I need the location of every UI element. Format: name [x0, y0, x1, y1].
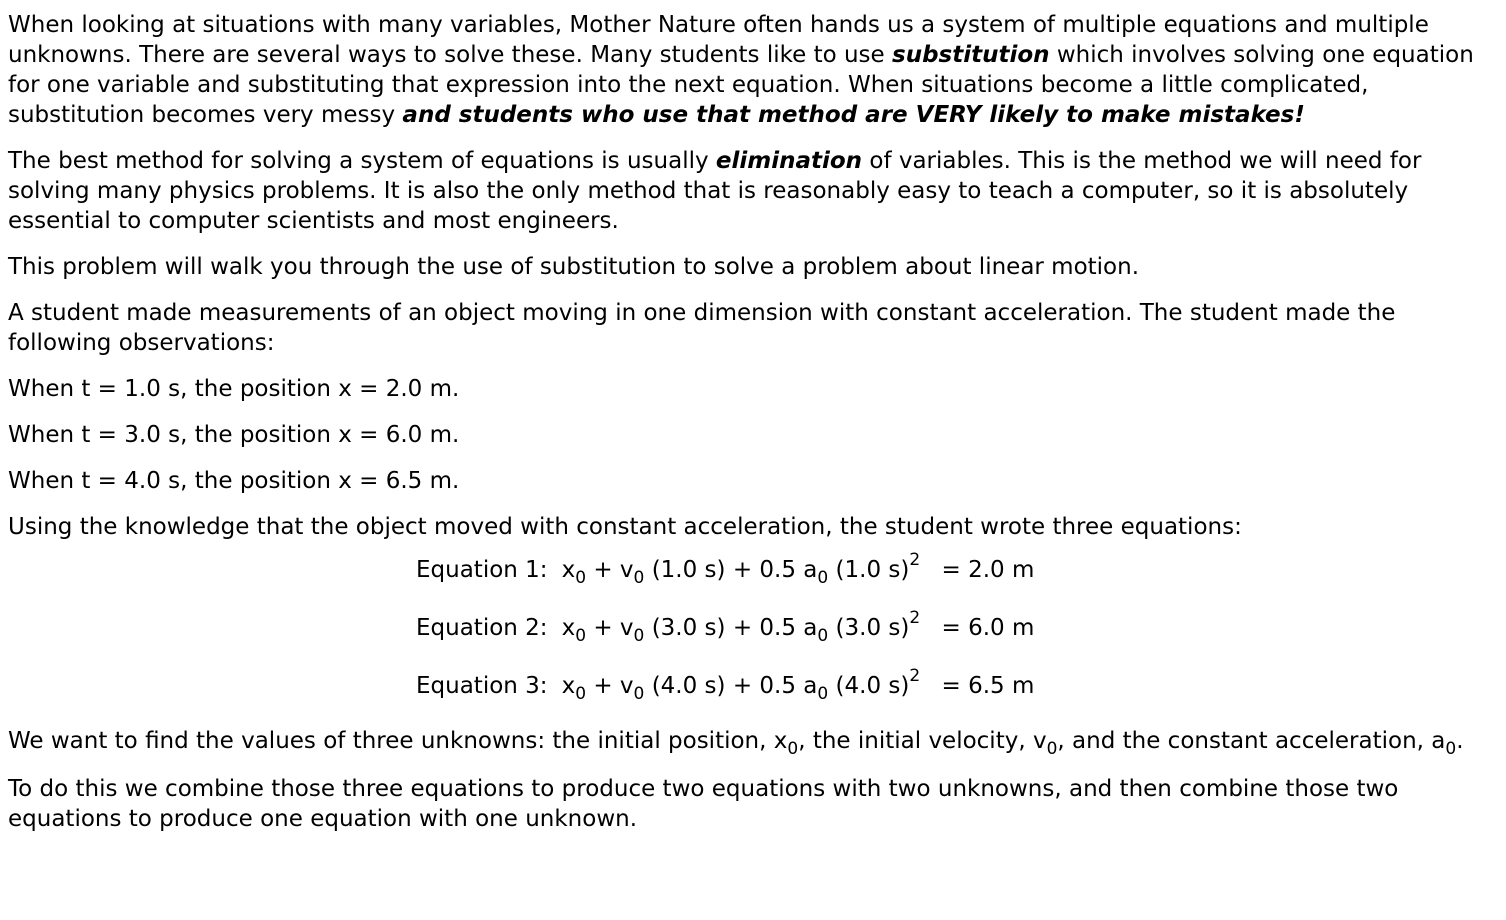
paragraph-combine: To do this we combine those three equations to produce two equations with two unknowns, and then combine those two equations to produce one equation with one unknown.: [8, 776, 1399, 832]
equation-list: [416, 550, 1488, 724]
emphasis-elimination: elimination: [715, 148, 863, 174]
emphasis-warning: and students who use that method are VERY likely to make mistakes!: [402, 102, 1305, 128]
paragraph-intro: When looking at situations with many variables, Mother Nature often hands us a system of multiple equations and multiple unknowns. There are several ways to solve these. Many students like to use substitution which involves solving one equation for one variable and substituting that expression into the next equation. When situations become a little complicated, substitution becomes very messy and students who use that method are VERY likely to make mistakes!: [8, 12, 1474, 128]
paragraph-unknowns: We want to find the values of three unknowns: the initial position, $x_0$, the initial velocity, $v_0$, and the constant acceleration, $a_0$.: [8, 728, 1464, 759]
equation-1: Equation 1: $x_0 + v_0$ (1.0 s) + 0.5 $a_0$ (1.0 s)$^2$ = 2.0 m: [416, 550, 1035, 588]
observation-3: When t = 4.0 s, the position x = 6.5 m.: [8, 468, 460, 494]
emphasis-substitution: substitution: [892, 42, 1050, 68]
paragraph-elimination: The best method for solving a system of equations is usually elimination of variables. This is the method we will need for solving many physics problems. It is also the only method that is reasonably easy to teach a computer, so it is absolutely essential to computer scientists and most engineers.: [8, 148, 1422, 234]
equation-3: Equation 3: $x_0 + v_0$ (4.0 s) + 0.5 $a_0$ (4.0 s)$^2$ = 6.5 m: [416, 666, 1035, 704]
observation-2: When t = 3.0 s, the position x = 6.0 m.: [8, 422, 460, 448]
equation-2: Equation 2: $x_0 + v_0$ (3.0 s) + 0.5 $a_0$ (3.0 s)$^2$ = 6.0 m: [416, 608, 1035, 646]
document-body: [8, 10, 1488, 850]
observation-1: When t = 1.0 s, the position x = 2.0 m.: [8, 376, 460, 402]
paragraph-measurements: A student made measurements of an object moving in one dimension with constant acceleration. The student made the following observations:: [8, 300, 1396, 356]
paragraph-equations-intro: Using the knowledge that the object moved with constant acceleration, the student wrote three equations:: [8, 514, 1242, 540]
paragraph-walkthrough: This problem will walk you through the use of substitution to solve a problem about linear motion.: [8, 254, 1140, 280]
